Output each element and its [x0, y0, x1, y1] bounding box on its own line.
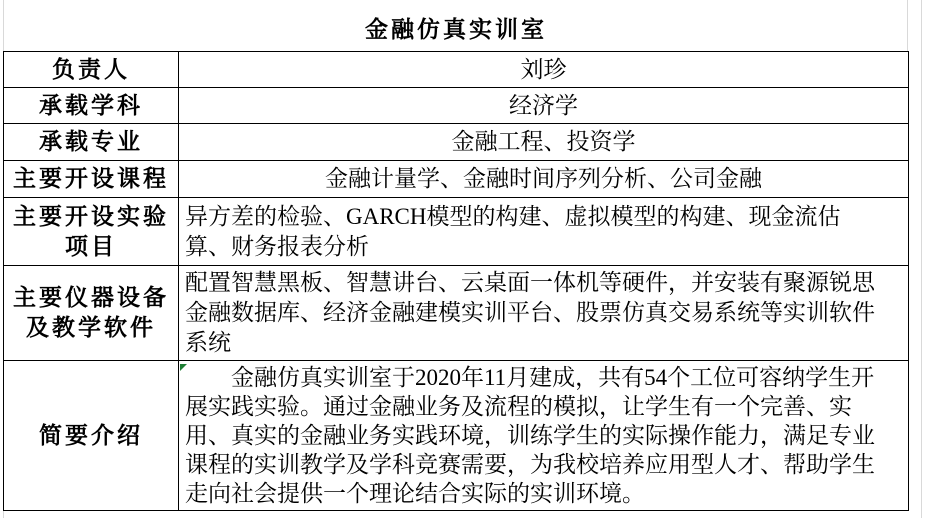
row-value-discipline[interactable]: 经济学	[179, 88, 909, 124]
table-row	[4, 198, 909, 266]
row-label-responsible-person[interactable]: 负责人	[4, 52, 179, 88]
row-label-brief-introduction[interactable]: 简要介绍	[4, 361, 179, 511]
row-value-main-courses[interactable]: 金融计量学、金融时间序列分析、公司金融	[179, 161, 909, 198]
row-label-discipline[interactable]: 承载学科	[4, 88, 179, 124]
row-label-main-courses[interactable]: 主要开设课程	[4, 161, 179, 198]
table-title: 金融仿真实训室	[365, 16, 547, 42]
row-value-main-experiments[interactable]: 异方差的检验、GARCH模型的构建、虚拟模型的构建、现金流估算、财务报表分析	[179, 198, 909, 266]
row-label-main-experiments[interactable]: 主要开设实验项目	[4, 198, 179, 266]
row-label-equipment-software[interactable]: 主要仪器设备及教学软件	[4, 266, 179, 361]
row-value-majors[interactable]: 金融工程、投资学	[179, 124, 909, 161]
table-row	[4, 266, 909, 361]
table-row	[4, 361, 909, 511]
row-value-equipment-software[interactable]: 配置智慧黑板、智慧讲台、云桌面一体机等硬件，并安装有聚源锐思金融数据库、经济金融建模实训平台、股票仿真交易系统等实训软件系统	[179, 266, 909, 361]
row-value-brief-introduction[interactable]: 金融仿真实训室于2020年11月建成，共有54个工位可容纳学生开展实践实验。通过金融业务及流程的模拟，让学生有一个完善、实用、真实的金融业务实践环境，训练学生的实际操作能力，满足专业课程的实训教学及学科竞赛需要，为我校培养应用型人才、帮助学生走向社会提供一个理论结合实际的实训环境。	[179, 361, 909, 511]
gridline-right-outer	[921, 0, 922, 518]
table-row	[4, 124, 909, 161]
lab-info-table	[3, 51, 909, 511]
row-label-majors[interactable]: 承载专业	[4, 124, 179, 161]
row-value-responsible-person[interactable]: 刘珍	[179, 52, 909, 88]
table-row	[4, 52, 909, 88]
cell-flag-icon	[180, 364, 187, 371]
table-row	[4, 161, 909, 198]
table-row	[4, 88, 909, 124]
